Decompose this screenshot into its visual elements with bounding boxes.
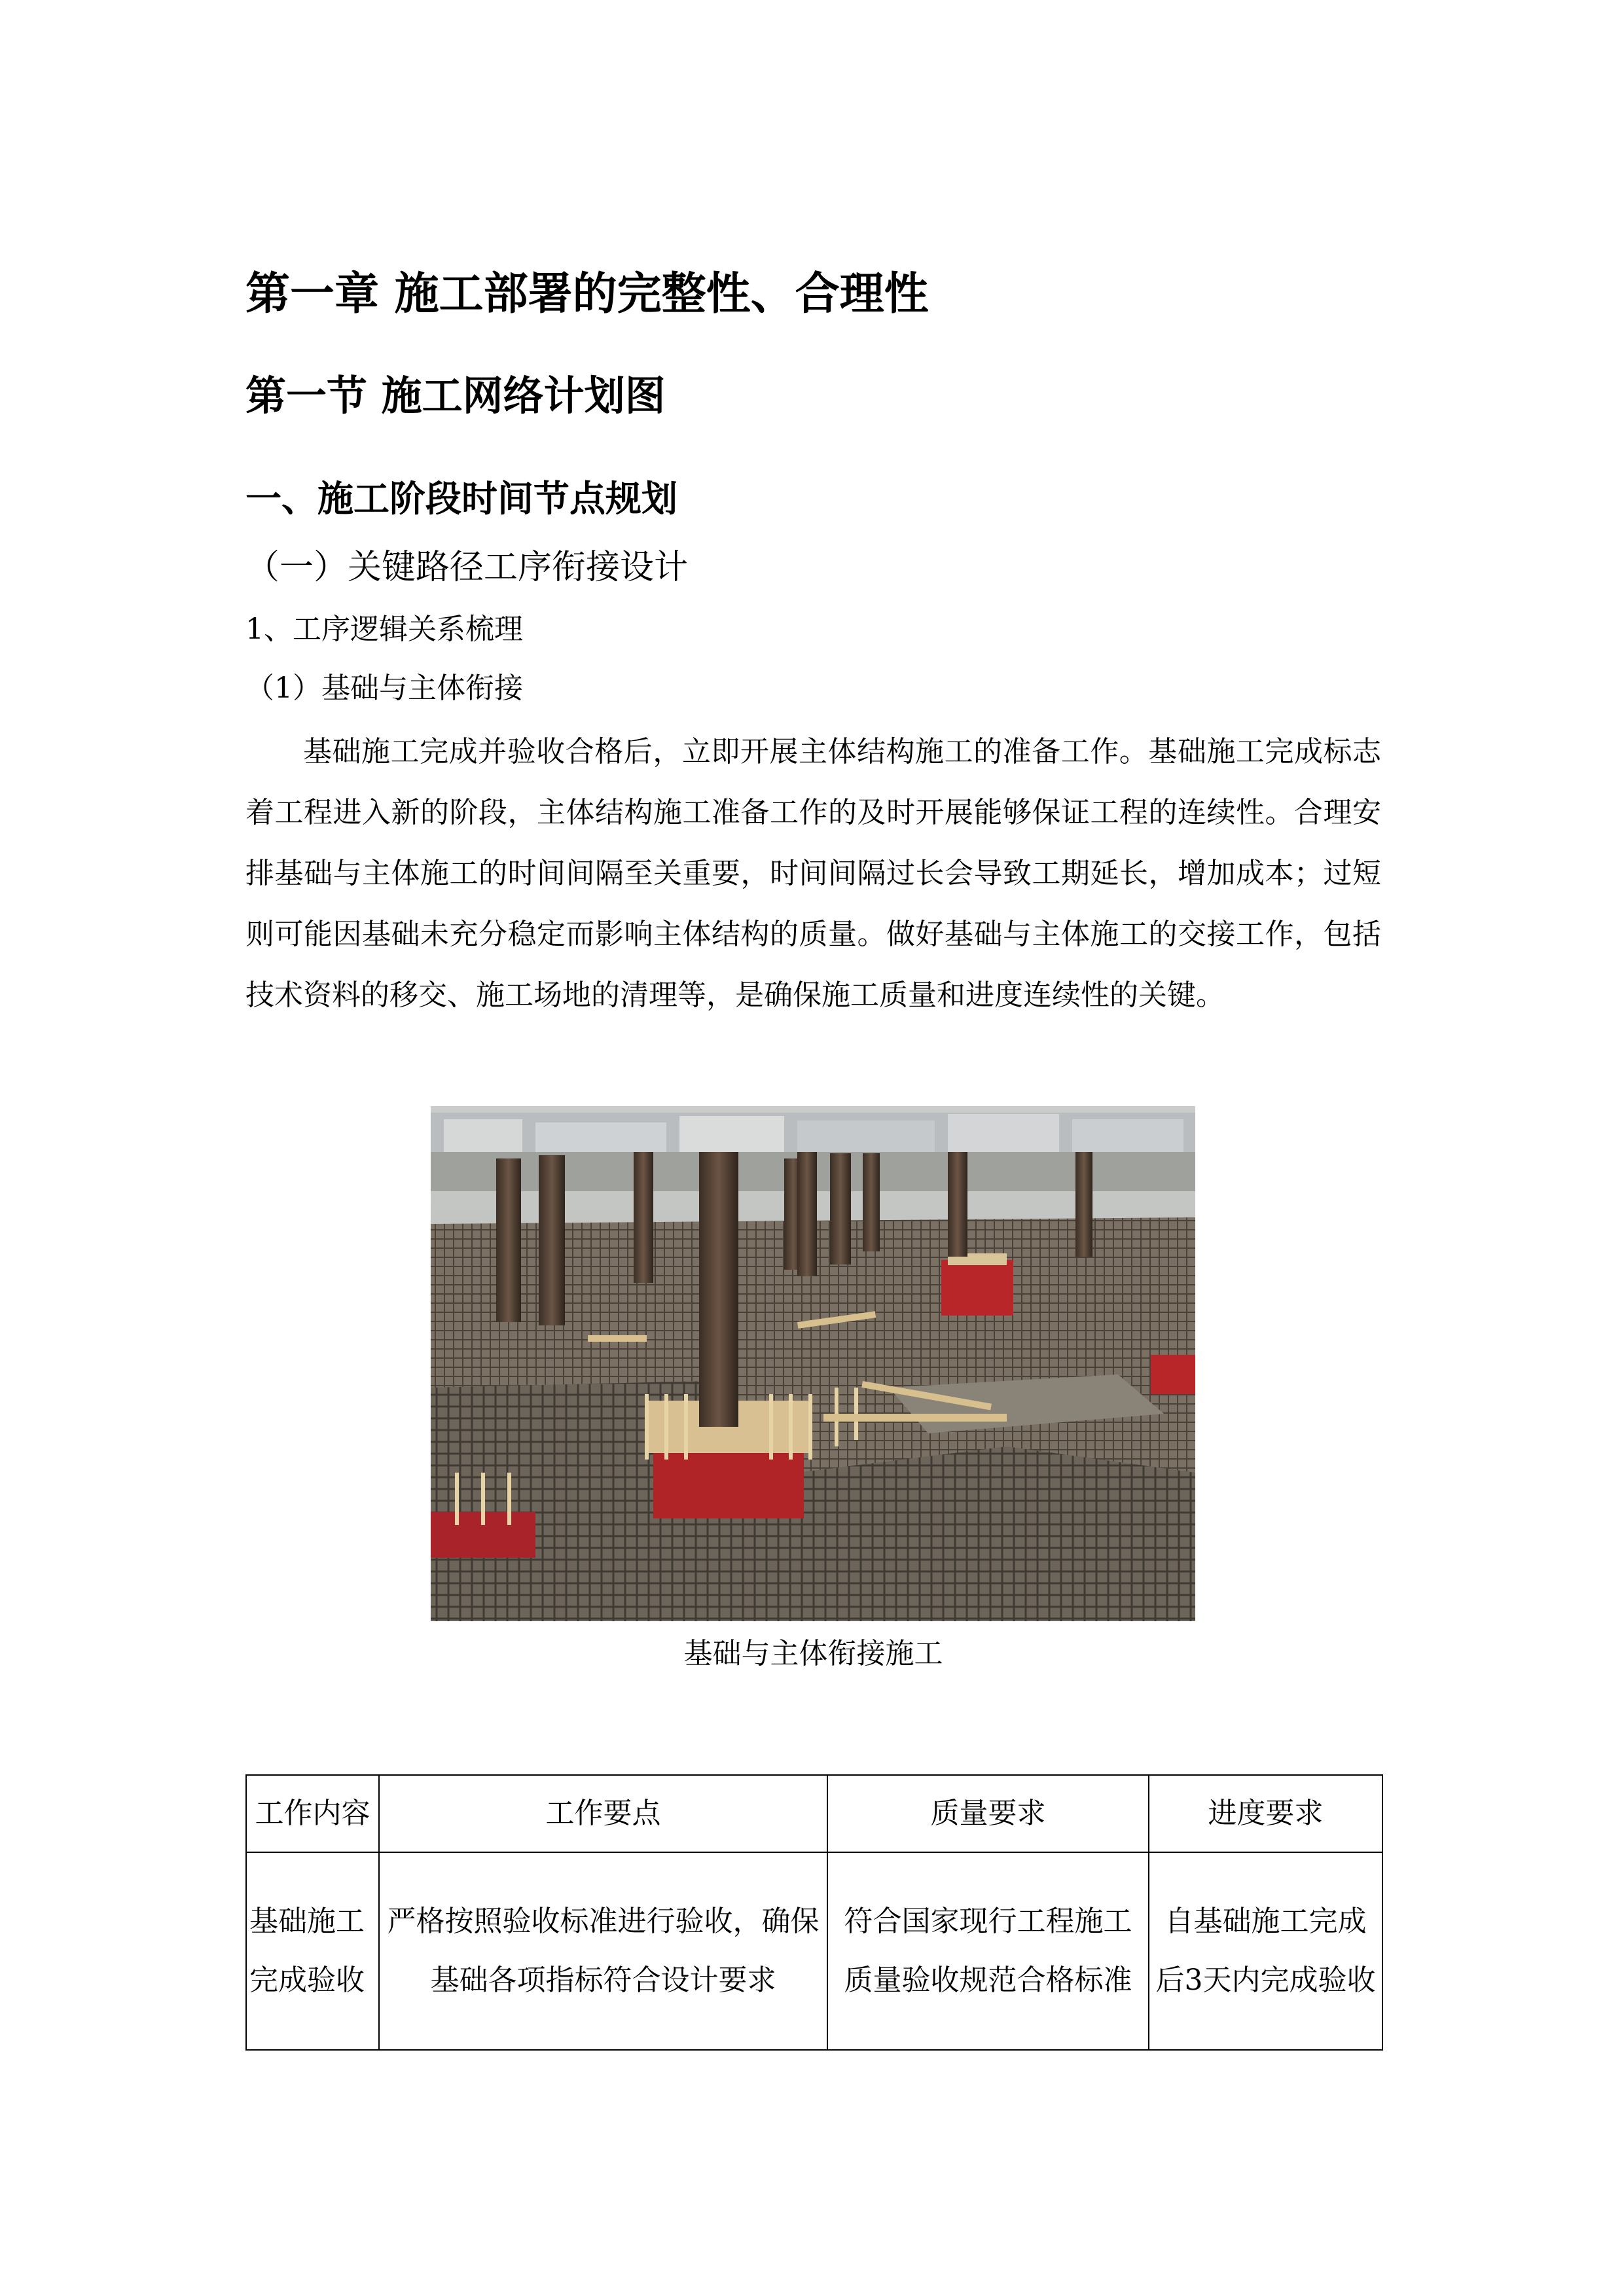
- table-cell: 严格按照验收标准进行验收，确保基础各项指标符合设计要求: [379, 1852, 827, 2050]
- table-header-cell: 质量要求: [827, 1775, 1149, 1852]
- table-header-cell: 进度要求: [1149, 1775, 1382, 1852]
- body-paragraph: 基础施工完成并验收合格后，立即开展主体结构施工的准备工作。基础施工完成标志着工程进入新的阶段，主体结构施工准备工作的及时开展能够保证工程的连续性。合理安排基础与主体施工的时间间隔至关重要，时间间隔过长会导致工期延长，增加成本；过短则可能因基础未充分稳定而影响主体结构的质量。做好基础与主体施工的交接工作，包括技术资料的移交、施工场地的清理等，是确保施工质量和进度连续性的关键。: [245, 735, 1381, 1012]
- table-header-row: [246, 1775, 1382, 1852]
- item-title: 1、工序逻辑关系梳理: [245, 613, 523, 646]
- subsection-title: 一、施工阶段时间节点规划: [245, 478, 678, 520]
- subsubsection-title: （一）关键路径工序衔接设计: [245, 548, 689, 587]
- table-header-cell: 工作要点: [379, 1775, 827, 1852]
- table-cell: 基础施工完成验收: [246, 1852, 379, 2050]
- table-header-cell: 工作内容: [246, 1775, 379, 1852]
- construction-site-photo: [431, 1106, 1195, 1621]
- table-row: [246, 1852, 1382, 2050]
- chapter-title: 第一章 施工部署的完整性、合理性: [245, 268, 929, 320]
- work-plan-table: [245, 1774, 1383, 2051]
- subitem-title: （1）基础与主体衔接: [245, 672, 523, 705]
- table-cell: 符合国家现行工程施工质量验收规范合格标准: [827, 1852, 1149, 2050]
- section-title: 第一节 施工网络计划图: [245, 372, 666, 420]
- figure-caption: 基础与主体衔接施工: [683, 1637, 943, 1670]
- table-cell: 自基础施工完成后3天内完成验收: [1149, 1852, 1382, 2050]
